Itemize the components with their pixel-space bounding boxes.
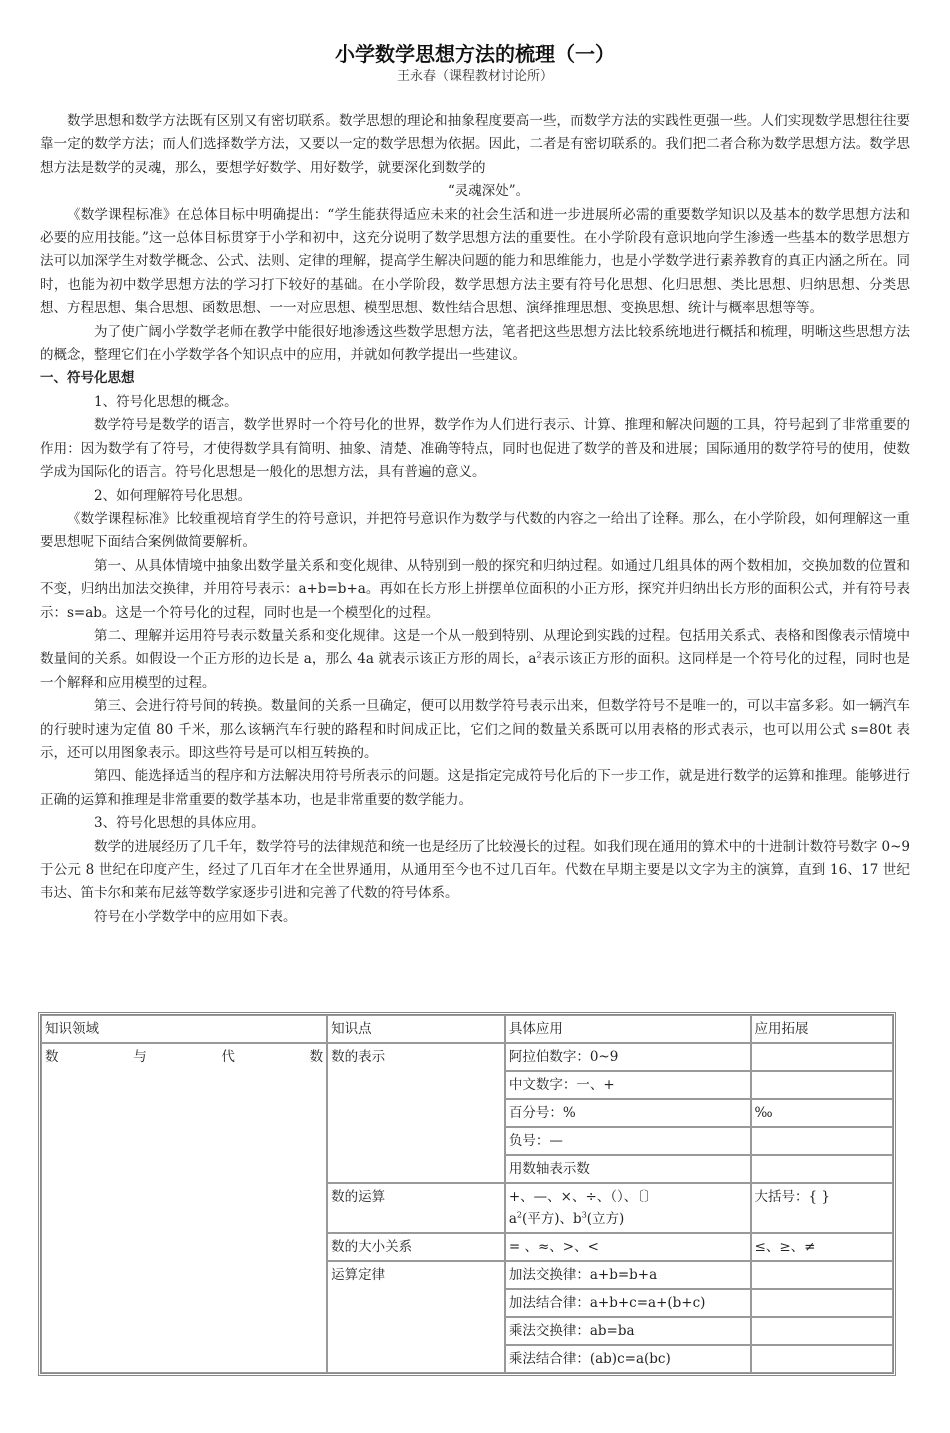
paragraph-first: 第一、从具体情境中抽象出数学量关系和变化规律、从特别到一般的探究和归纳过程。如通过几组具体的两个数相加，交换加数的位置和不变，归纳出加法交换律，并用符号表示：a+b=b+a。再如在长方形上拼摆单位面积的小正方形，探究并归纳出长方形的面积公式，并有符号表示：s=ab。这是一个符号化的过程，同时也是一个模型化的过程。 [40,557,910,621]
paragraph-curriculum: 《数学课程标准》比较重视培育学生的符号意识，并把符号意识作为数学与代数的内容之一给出了诠释。那么，在小学阶段，如何理解这一重要思想呢下面结合案例做简要解析。 [40,510,910,551]
use-cell: 负号：— [505,1127,751,1155]
use-cell [505,1183,751,1233]
author-line: 王永春（课程教材讨论所） [396,69,553,84]
use-cell: 乘法结合律：(ab)c=a(bc) [505,1345,751,1373]
paragraph-second: 第二、理解并运用符号表示数量关系和变化规律。这是一个从一般到特别、从理论到实践的过程。包括用关系式、表格和图像表示情境中数量间的关系。如假设一个正方形的边长是 a，那么 4a 就表示该正方形的周长，$a^2$表示该正方形的面积。这同样是一个符号化的过程，同时也是一个解释和应用模型的过程。 [40,627,910,691]
document-title: 小学数学思想方法的梳理（一） [335,42,615,66]
intro-paragraph-1-tail: “灵魂深处”。 [447,183,530,200]
ext-cell [751,1261,893,1289]
domain-cell: 数 与 代 数 [41,1043,327,1373]
point-cell: 数的运算 [327,1183,505,1233]
ext-cell: ≤、≥、≠ [751,1233,893,1261]
use-cell: 阿拉伯数字：0~9 [505,1043,751,1071]
ext-cell [751,1155,893,1183]
header-domain: 知识领域 [41,1015,327,1043]
use-cell: 用数轴表示数 [505,1155,751,1183]
use-cell: = 、≈、>、< [505,1233,751,1261]
subheading-2: 2、如何理解符号化思想。 [94,487,252,504]
intro-paragraph-1: 数学思想和数学方法既有区别又有密切联系。数学思想的理论和抽象程度要高一些，而数学方法的实践性更强一些。人们实现数学思想往往要靠一定的数学方法；而人们选择数学方法，又要以一定的数学思想为依据。因此，二者是有密切联系的。我们把二者合称为数学思想方法。数学思想方法是数学的灵魂，那么，要想学好数学、用好数学，就要深化到数学的 [40,113,910,176]
use-cell: 加法结合律：a+b+c=a+(b+c) [505,1289,751,1317]
header-ext: 应用拓展 [751,1015,893,1043]
ext-cell [751,1345,893,1373]
paragraph-table-intro: 符号在小学数学中的应用如下表。 [94,908,297,925]
point-cell: 运算定律 [327,1261,505,1373]
point-cell: 数的大小关系 [327,1233,505,1261]
ext-cell [751,1289,893,1317]
ext-cell [751,1071,893,1099]
paragraph-third: 第三、会进行符号间的转换。数量间的关系一旦确定，便可以用数学符号表示出来，但数学符号不是唯一的，可以丰富多彩。如一辆汽车的行驶时速为定值 80 千米，那么该辆汽车行驶的路程和时间成正比，它们之间的数量关系既可以用表格的形式表示，也可以用公式 s=80t 表示，还可以用图象表示。即这些符号是可以相互转换的。 [40,698,910,761]
paragraph-fourth: 第四、能选择适当的程序和方法解决用符号所表示的问题。这是指定完成符号化后的下一步工作，就是进行数学的运算和推理。能够进行正确的运算和推理是非常重要的数学基本功，也是非常重要的数学能力。 [40,768,910,808]
table-row [41,1043,893,1071]
paragraph-history: 数学的进展经历了几千年，数学符号的法律规范和统一也是经历了比较漫长的过程。如我们现在通用的算术中的十进制计数符号数字 0~9 于公元 8 世纪在印度产生，经过了几百年才在全世界通用，从通用至今也不过几百年。代数在早期主要是以文字为主的演算，直到 16、17 世纪韦达、笛卡尔和莱布尼兹等数学家逐步引进和完善了代数的符号体系。 [40,838,910,902]
header-point: 知识点 [327,1015,505,1043]
subheading-1: 1、符号化思想的概念。 [94,393,238,410]
ext-cell: 大括号：{ } [751,1183,893,1233]
subheading-3: 3、符号化思想的具体应用。 [94,815,265,832]
operation-symbols: +、—、×、÷、（）、〔〕 [508,1189,658,1205]
point-cell: 数的表示 [327,1043,505,1183]
section-heading: 一、符号化思想 [40,370,135,387]
power-symbols: $a^2$(平方)、$b^3$(立方) [508,1210,625,1227]
header-use: 具体应用 [505,1015,751,1043]
ext-cell [751,1317,893,1345]
use-cell: 加法交换律：a+b=b+a [505,1261,751,1289]
intro-paragraph-3: 为了使广阔小学数学老师在教学中能很好地渗透这些数学思想方法，笔者把这些思想方法比较系统地进行概括和梳理，明晰这些思想方法的概念，整理它们在小学数学各个知识点中的应用，并就如何教学提出一些建议。 [40,323,910,364]
intro-paragraph-2: 《数学课程标准》在总体目标中明确提出：“学生能获得适应未来的社会生活和进一步进展所必需的重要数学知识以及基本的数学思想方法和必要的应用技能。”这一总体目标贯穿于小学和初中，这充分说明了数学思想方法的重要性。在小学阶段有意识地向学生渗透一些基本的数学思想方法可以加深学生对数学概念、公式、法则、定律的理解，提高学生解决问题的能力和思维能力，也是小学数学进行素养教育的真正内涵之所在。同时，也能为初中数学思想方法的学习打下较好的基础。在小学阶段，数学思想方法主要有符号化思想、化归思想、类比思想、归纳思想、分类思想、方程思想、集合思想、函数思想、一一对应思想、模型思想、数性结合思想、演绎推理思想、变换思想、统计与概率思想等等。 [40,206,910,317]
ext-cell [751,1127,893,1155]
ext-cell: ‰ [751,1099,893,1127]
ext-cell [751,1043,893,1071]
symbol-application-table [38,1012,896,1376]
use-cell: 中文数字：一、+ [505,1071,751,1099]
document-page [40,40,910,929]
use-cell: 百分号：% [505,1099,751,1127]
table-header-row [41,1015,893,1043]
paragraph-symbol-concept: 数学符号是数学的语言，数学世界时一个符号化的世界，数学作为人们进行表示、计算、推理和解决问题的工具，符号起到了非常重要的作用：因为数学有了符号，才使得数学具有简明、抽象、清楚、准确等特点，同时也促进了数学的普及和进展；国际通用的数学符号的使用，使数学成为国际化的语言。符号化思想是一般化的思想方法，具有普遍的意义。 [40,417,910,481]
use-cell: 乘法交换律：ab=ba [505,1317,751,1345]
